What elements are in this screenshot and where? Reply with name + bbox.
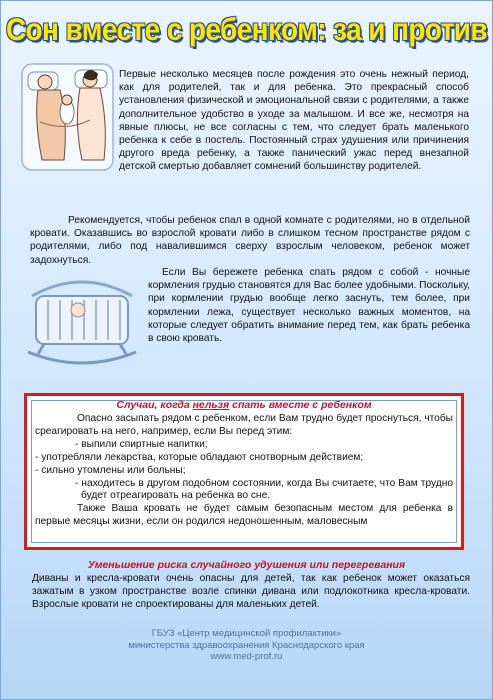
section-title-risk: Уменьшение риска случайного удушения или перегревания: [87, 559, 406, 571]
warning-item: - употребляли лекарства, которые обладают снотворным действием;: [35, 451, 364, 463]
intro-paragraph: Первые несколько месяцев после рождения это очень нежный период, как для родителей, так и для ребенка. Это прекрасный способ установления физической и эмоциональной связи с родителями, а также дополнительное удобство в уходе за малышом. И все же, несмотря на явные плюсы, не все согласны с тем, что следует брать маленького ребенка к себе в постель. Постоянный страх удушения или причинения другого вреда ребенку, а также панический ужас перед внезапной детской смертью добавляет сомнений большинству родителей.: [119, 69, 469, 173]
page-title: Сон вместе с ребенком: за и против: [5, 12, 488, 47]
feeding-paragraph: Если Вы бережете ребенка спать рядом с собой - ночные кормления грудью становятся для Вас более удобными. Поскольку, при кормлении грудью вообще легко заснуть, тем более, при кормлении лежа, существует несколько важных моментов, на которые следует обратить внимание перед тем, как брать ребенка в свою кровать.: [148, 267, 470, 345]
warning-title-prefix: Случаи, когда: [116, 399, 193, 411]
warning-body: [35, 413, 453, 529]
warning-title: [27, 399, 461, 411]
warning-closing: Также Ваша кровать не будет самым безопасным местом для ребенка в первые месяцы жизни, если он родился недоношенным, маловесным: [35, 503, 453, 528]
footer-ministry: министерства здравоохранения Краснодарского края: [128, 639, 365, 651]
warning-item: - находитесь в другом подобном состоянии, когда Вы считаете, что Вам трудно будет отреагировать на ребенка во сне.: [75, 477, 453, 502]
recommendation-paragraph: Рекомендуется, чтобы ребенок спал в одной комнате с родителями, но в отдельной кровати. Оказавшись во взрослой кровати либо в слишком тесном пространстве рядом с родителями, либо под навалившимся сверху взрослым человеком, ребенок может задохнуться.: [30, 215, 470, 266]
cradle-illustration: [22, 266, 142, 366]
warning-title-suffix: спать вместе с ребенком: [229, 399, 372, 411]
co-sleeping-family-illustration: [20, 62, 115, 172]
warning-item: - сильно утомлены или больны;: [35, 464, 186, 476]
section-risk-paragraph: Диваны и кресла-кровати очень опасны для детей, так как ребенок может оказаться зажатым в узком пространстве возле спинки дивана или подлокотника кресла-кровати. Взрослые кровати не спроектированы для маленьких детей.: [32, 573, 470, 611]
warning-item: - выпили спиртные напитки;: [75, 438, 208, 450]
footer-organization: ГБУЗ «Центр медицинской профилактики»: [151, 628, 342, 639]
warning-title-emphasis: нельзя: [192, 399, 230, 411]
footer-website: www.med-prof.ru: [210, 651, 283, 662]
warning-box: [24, 393, 464, 550]
footer: [0, 628, 493, 663]
warning-lead: Опасно засыпать рядом с ребенком, если Вам трудно будет проснуться, чтобы среагировать на него, например, если Вы перед этим:: [35, 413, 453, 437]
